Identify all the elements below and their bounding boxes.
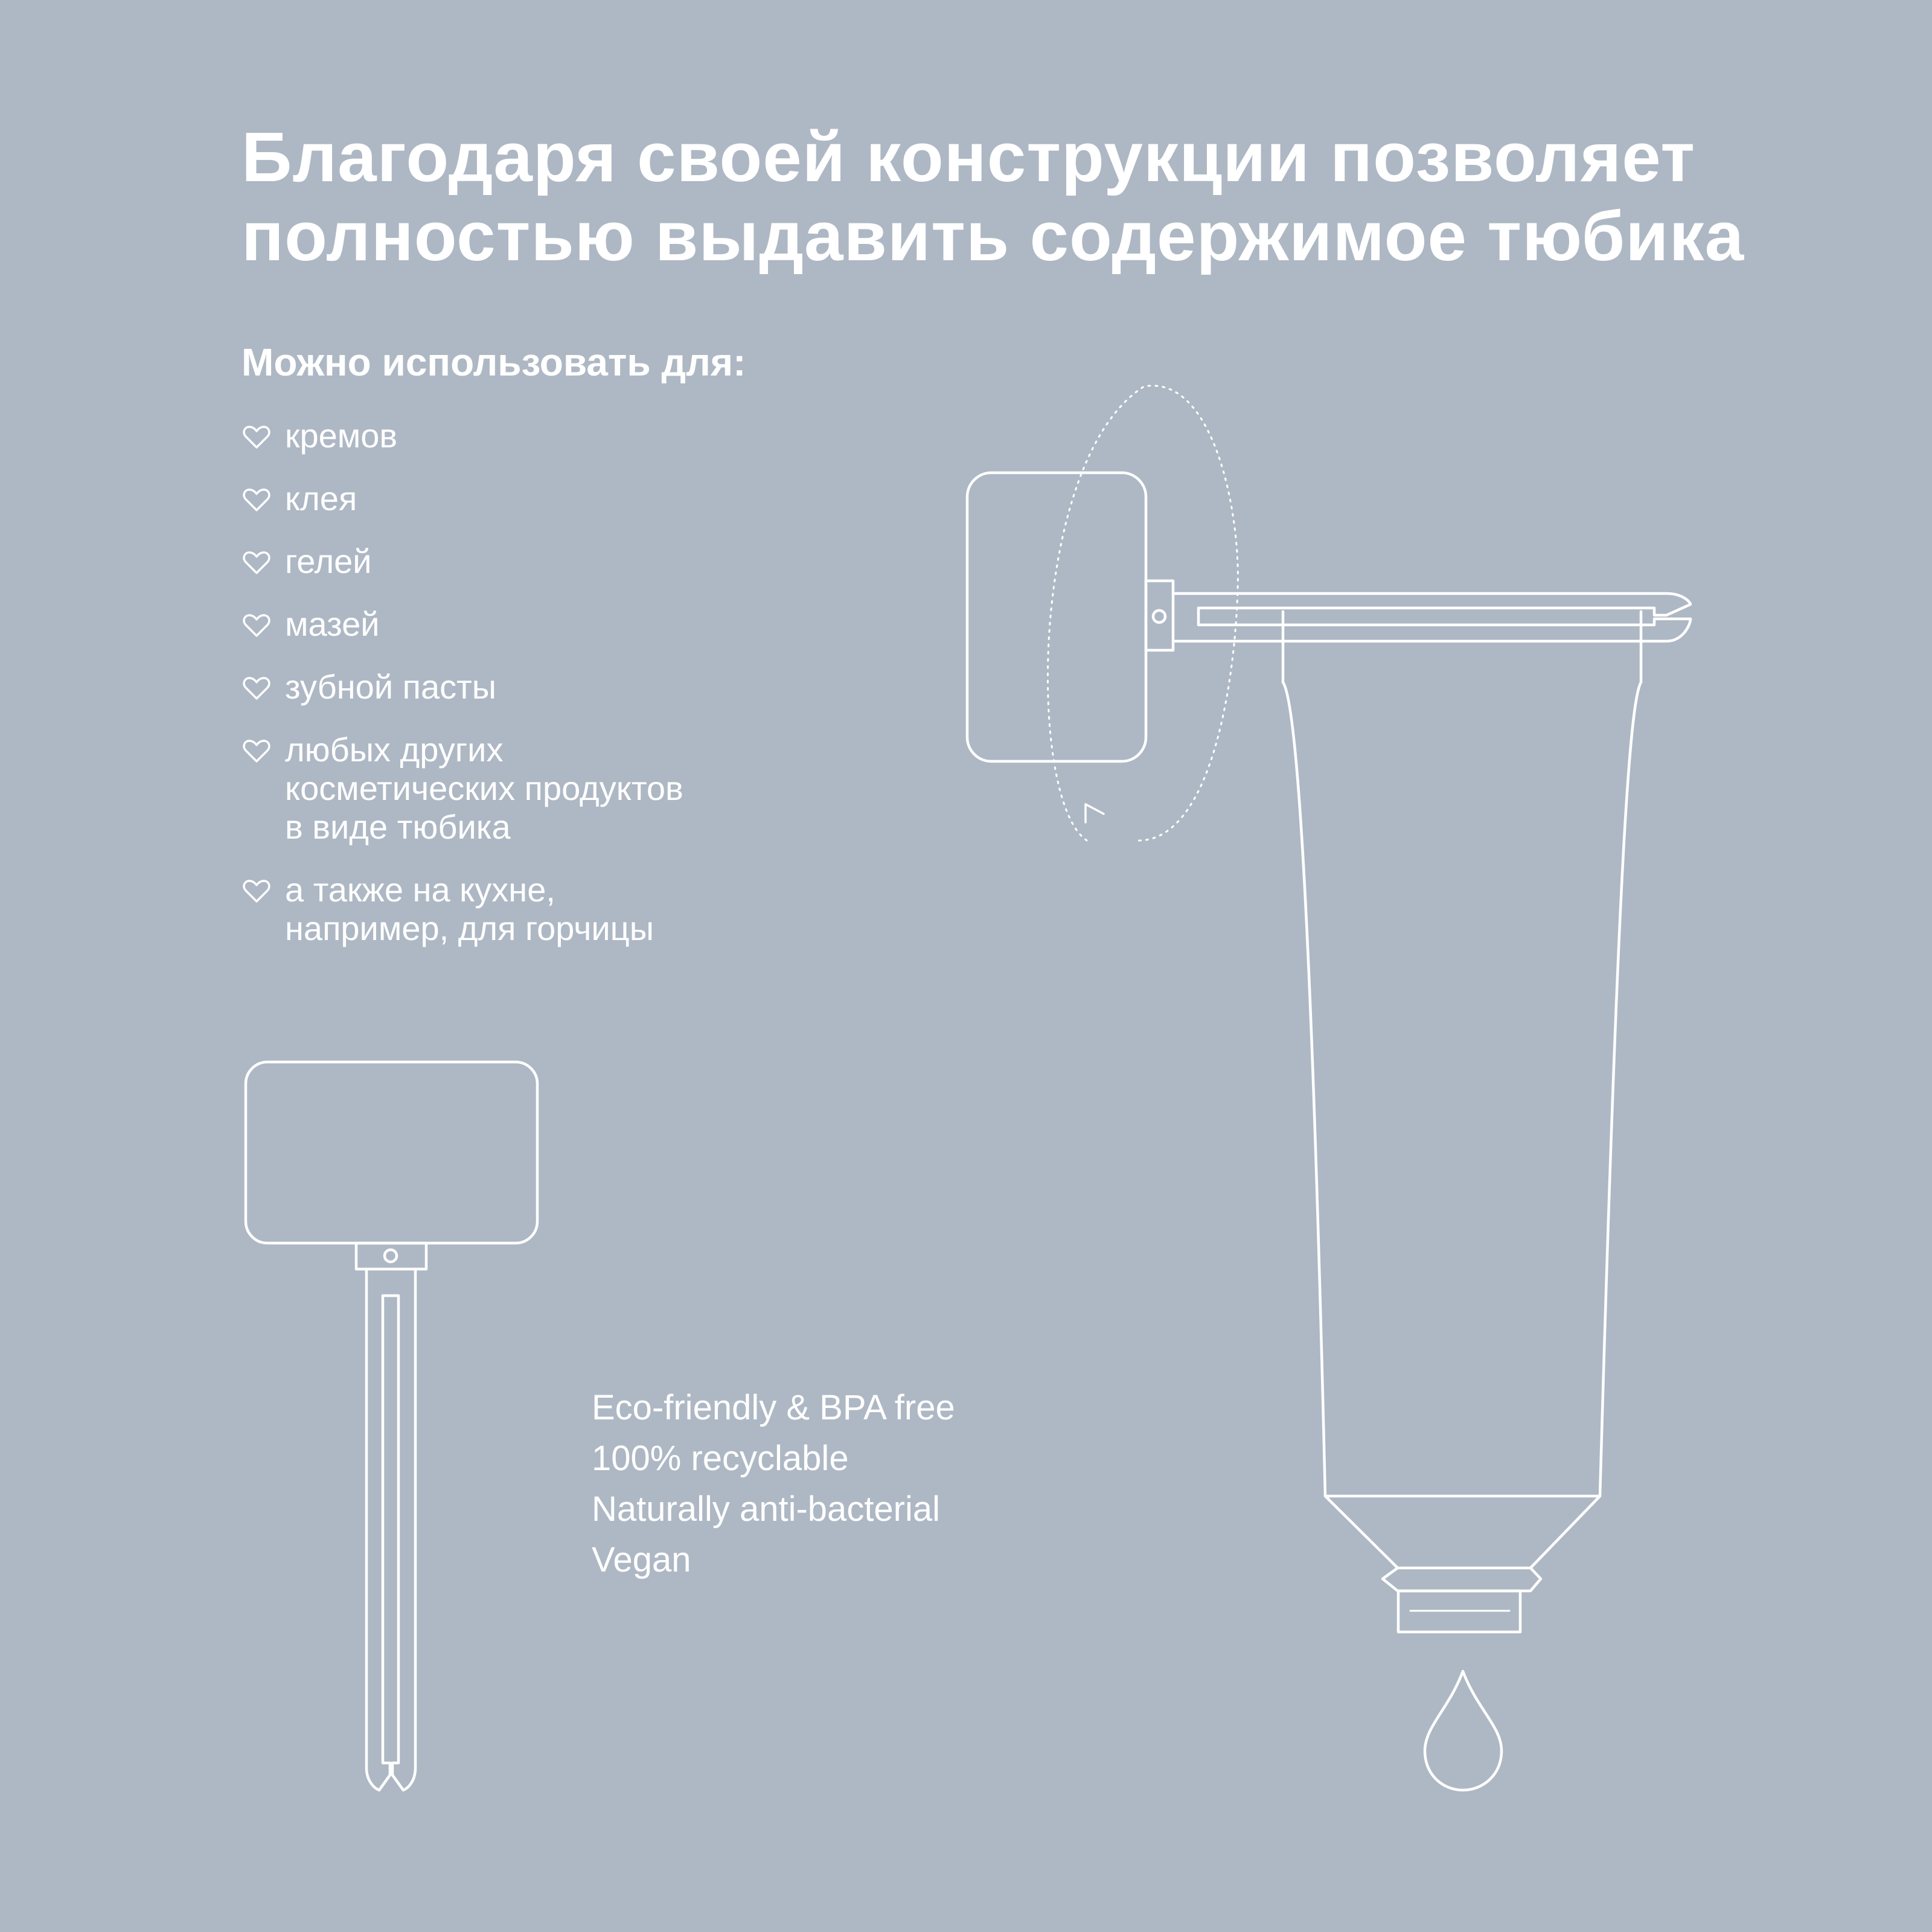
key-shaft [1173, 593, 1690, 641]
list-item-label: любых других косметических продуктов в виде тюбика [285, 731, 683, 846]
tube-body [1283, 612, 1641, 1496]
key-pin [385, 1250, 397, 1262]
standalone-key-illustration [246, 1062, 537, 1790]
feature-item: Vegan [592, 1540, 691, 1579]
list-item-label: а также на кухне, например, для горчицы [285, 871, 654, 947]
list-item-label: мазей [285, 605, 380, 643]
headline-line-1: Благодаря своей конструкции позволяет [242, 118, 1696, 196]
key-connector [356, 1243, 426, 1269]
feature-item: 100% recyclable [592, 1439, 849, 1478]
list-item-label: клея [285, 479, 357, 517]
list-item-label: зубной пасты [285, 668, 497, 706]
key-shaft [366, 1269, 415, 1790]
uses-subheading: Можно использовать для: [242, 341, 746, 384]
rotation-arrow-icon [1086, 804, 1104, 822]
feature-item: Eco-friendly & BPA free [592, 1388, 955, 1427]
tube-neck [1383, 1568, 1541, 1591]
key-handle [246, 1062, 537, 1243]
tube-shoulder [1325, 1496, 1600, 1568]
list-item-label: кремов [285, 417, 398, 455]
rotation-path [1048, 386, 1238, 840]
list-item-label: гелей [285, 542, 372, 580]
tube-with-key-illustration [967, 386, 1690, 1790]
key-handle [967, 473, 1146, 761]
feature-item: Naturally anti-bacterial [592, 1489, 941, 1529]
key-connector [1146, 581, 1173, 650]
headline-line-2: полностью выдавить содержимое тюбика [242, 197, 1745, 276]
drop-icon [1425, 1671, 1502, 1790]
key-pin [1153, 610, 1165, 622]
